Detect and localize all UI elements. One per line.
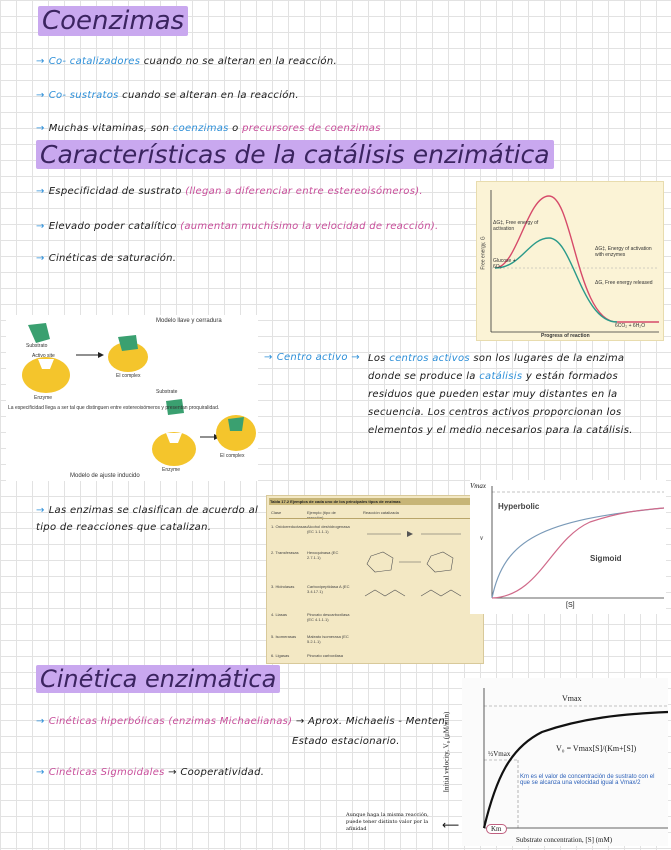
arrow-icon: →	[347, 352, 360, 363]
kinetics-curves-svg	[470, 480, 666, 614]
label-reactant: Glucose + 6O₂	[493, 258, 516, 270]
induced-fit-title: Modelo de ajuste inducido	[70, 473, 140, 479]
table-col-example: Ejemplo (tipo de	[307, 510, 336, 515]
kinetics-line-1: → Cinéticas hiperbólicas (enzimas Michaelianas) → Aprox. Michaelis - Menten.	[36, 716, 449, 727]
label-enzyme: Enzyme	[34, 395, 53, 401]
active-center-text: Los centros activos son los lugares de la enzima donde se produce la catálisis y están formados residuos que pueden estar muy distantes en la secuencia. Los centros activos proporcionan los elementos y el medio necesarios para la catálisis.	[368, 353, 633, 436]
table-header: Tabla 17.2 Ejemplos de cada uno de los principales tipos de enzimas	[269, 498, 483, 505]
label-released: ΔG, Free energy released	[595, 280, 653, 286]
substrate-shape	[28, 323, 50, 343]
kinetics-line-2: → Cinéticas Sigmoidales → Cooperatividad.	[36, 767, 265, 778]
table-col-class: Clase	[271, 510, 282, 515]
table-col-reaction: Reacción catalizada	[363, 510, 399, 515]
label-enzyme-2: Enzyme	[162, 467, 181, 473]
sigmoid-label: Sigmoid	[590, 554, 622, 563]
kinetics-line-1b: Estado estacionario.	[292, 736, 400, 747]
table-row: 2. Transferasas Hexoquinasa (EC 2.7.1.1)	[269, 548, 481, 578]
section-title-kinetics: Cinética enzimática	[36, 665, 280, 693]
coenzyme-line-2: → Co- sustratos cuando se alteran en la reacción.	[36, 90, 299, 101]
arrow-icon: →	[36, 221, 45, 232]
label-active-site: Activo site	[32, 353, 55, 359]
arrow-icon: ⟵	[442, 818, 460, 832]
section-title-characteristics: Características de la catálisis enzimática	[36, 140, 554, 169]
arrow-icon: →	[36, 123, 45, 134]
mm-km-note: Km es el valor de concentración de sustrato con el que se alcanza una velocidad igual a Vmax/2	[520, 774, 655, 786]
label-complex-2: El complex	[220, 453, 245, 459]
energy-y-axis-label: Free energy, G	[480, 236, 487, 270]
mm-half-vmax-label: ½Vmax	[488, 750, 511, 758]
arrow-icon: →	[264, 352, 273, 363]
arrow-icon: →	[36, 56, 45, 67]
label-activation: ΔG‡, Free energy of activation	[493, 220, 539, 232]
arrow-icon: →	[36, 767, 45, 778]
enzyme-model-figure	[6, 315, 258, 481]
mm-x-axis-label: Substrate concentration, [S] (mM)	[516, 836, 613, 844]
enzyme-class-table	[266, 495, 484, 664]
arrow-icon: →	[36, 716, 45, 727]
label-substrate: Substrato	[26, 343, 48, 349]
v-axis-label: v	[480, 534, 484, 542]
michaelis-menten-figure	[442, 678, 668, 846]
table-row: 6. Ligasas Piruvato carboxilasa	[271, 653, 344, 658]
lock-key-title: Modelo llave y cerradura	[156, 318, 222, 324]
characteristic-1: → Especificidad de sustrato (llegan a diferenciar entre estereoisómeros).	[36, 186, 423, 197]
active-center-label: → Centro activo →	[264, 352, 360, 363]
table-row: 3. Hidrolasas Carboxipeptidasa A (EC 3.4.17.1)	[269, 582, 481, 608]
mm-curve	[484, 712, 668, 828]
mm-equation: V₀ = Vmax[S]/(Km+[S])	[556, 744, 637, 753]
kinetics-curves-figure	[470, 480, 666, 614]
arrow-icon: →	[36, 90, 45, 101]
classification-text: → Las enzimas se clasifican de acuerdo al tipo de reacciones que catalizan.	[36, 505, 259, 533]
label-complex: El complex	[116, 373, 141, 379]
table-row: 5. Isomerasas Maleato isomerasa (EC 5.2.1.1)	[271, 634, 349, 644]
label-substrate-2: Substrate	[156, 389, 178, 395]
table-row: 4. Liasas Piruvato descarboxilasa (EC 4.1.1.1)	[271, 612, 350, 622]
arrow-icon: →	[36, 186, 45, 197]
model-caption: La especificidad llega a ser tal que distinguen entre estereoisómeros y presentan proquiralidad.	[8, 405, 220, 411]
arrow-icon: →	[36, 505, 45, 516]
mm-curve-svg	[462, 678, 668, 846]
mm-km-label: Km	[486, 824, 507, 834]
table-row: 1. Oxidorreductasas Alcohol deshidrogenasa (EC 1.1.1.1)	[269, 522, 481, 544]
energy-x-axis-label: Progress of reaction	[541, 333, 590, 339]
section-title-coenzymes: Coenzimas	[38, 6, 188, 36]
arrow-icon: →	[36, 253, 45, 264]
hyperbolic-curve	[492, 508, 664, 598]
label-activation-enzyme: ΔG‡, Energy of activation with enzymes	[595, 246, 652, 258]
energy-diagram	[476, 181, 664, 341]
s-axis-label: [S]	[566, 602, 575, 609]
characteristic-2: → Elevado poder catalítico (aumentan muchísimo la velocidad de reacción).	[36, 221, 439, 232]
mm-y-axis-label: Initial velocity, V₀ (μM/min)	[442, 711, 451, 793]
coenzyme-line-3: → Muchas vitaminas, son coenzimas o precursores de coenzimas	[36, 123, 381, 134]
coenzyme-line-1: → Co- catalizadores cuando no se alteran en la reacción.	[36, 56, 337, 67]
mm-vmax-label: Vmax	[562, 694, 582, 703]
affinity-note: Aunque haga la misma reacción, puede tener distinto valor por la afinidad	[346, 812, 429, 832]
hyperbolic-label: Hyperbolic	[498, 502, 540, 511]
label-product: 6CO₂ + 6H₂O	[615, 323, 646, 329]
vmax-label: Vmax	[470, 482, 486, 490]
characteristic-3: → Cinéticas de saturación.	[36, 253, 177, 264]
